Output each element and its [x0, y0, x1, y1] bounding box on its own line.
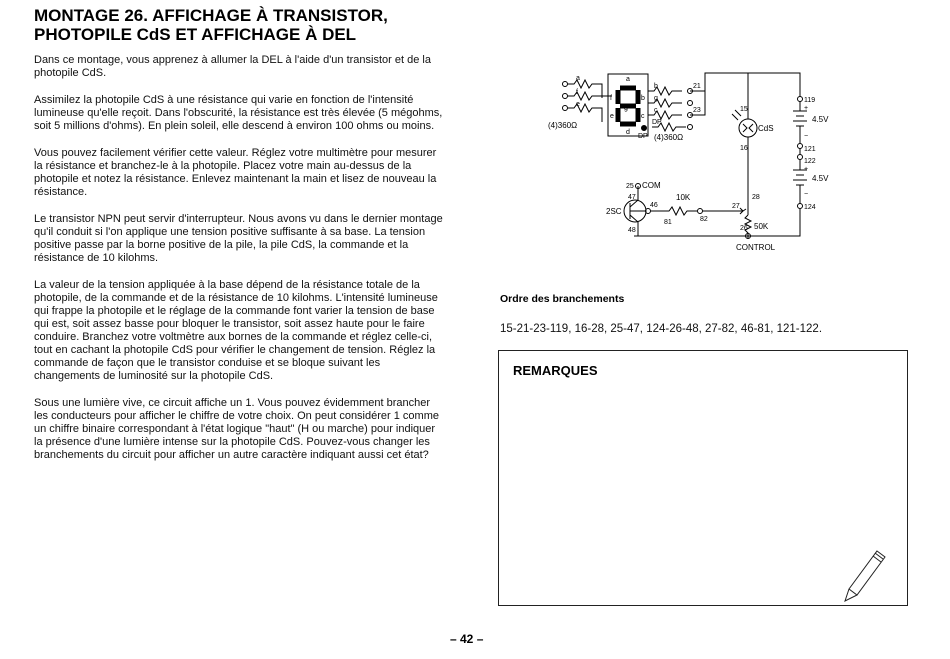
label-cds: CdS [758, 124, 774, 133]
remarks-box [498, 350, 908, 606]
label-res-left: (4)360Ω [548, 121, 578, 130]
remarks-title: REMARQUES [513, 363, 598, 378]
label-battery-1: 4.5V [812, 115, 829, 124]
label-res-10k: 10K [676, 193, 691, 202]
label-display-d: d [626, 129, 630, 136]
label-com: COM [642, 181, 661, 190]
label-res-right: (4)360Ω [654, 133, 684, 142]
label-pin-28: 28 [752, 194, 760, 201]
label-display-dp: DP [638, 133, 648, 140]
label-pin-26: 26 [740, 225, 748, 232]
label-pin-46: 46 [650, 202, 658, 209]
label-pin-23: 23 [693, 107, 701, 114]
label-pin-124: 124 [804, 204, 816, 211]
label-pin-16: 16 [740, 145, 748, 152]
body-text [34, 54, 444, 476]
label-transistor: 2SC [606, 207, 622, 216]
label-pin-119: 119 [804, 97, 816, 104]
label-seg-dp: DP [652, 119, 662, 126]
order-text: 15-21-23-119, 16-28, 25-47, 124-26-48, 27-82, 46-81, 121-122. [500, 323, 823, 335]
circuit-diagram [540, 66, 840, 266]
label-seg-g: g [654, 95, 658, 102]
label-pin-121: 121 [804, 146, 816, 153]
label-seg-b: b [654, 83, 658, 90]
label-seg-e-left: e [576, 101, 580, 108]
page-number: – 42 – [450, 632, 484, 646]
label-battery-2: 4.5V [812, 174, 829, 183]
label-control: CONTROL [736, 243, 776, 252]
label-pin-15: 15 [740, 106, 748, 113]
label-plus-1: + [804, 105, 809, 112]
paragraph-voltage: La valeur de la tension appliquée à la base dépend de la résistance totale de la photopile, de la commande et de la résistance de 10 kilohms. L'intensité lumineuse qui frappe la photopile et le réglage de la commande font varier la tension de base qui est, soit assez basse pour bloquer le transistor, soit assez haute pour le faire conduire. Branchez votre voltmètre aux bornes de la commande et réglez celle-ci, tout en cachant la photopile CdS pour vérifier le changement de tension. Réglez la commande de façon que le transistor conduise et se bloque suivant les changements de luminosité sur la photopile CdS. [34, 279, 438, 382]
pencil-icon [839, 547, 889, 603]
title-line-2: PHOTOPILE CdS ET AFFICHAGE À DEL [34, 25, 357, 44]
label-pin-48: 48 [628, 227, 636, 234]
label-display-e: e [610, 113, 614, 120]
label-display-g: g [624, 105, 628, 112]
label-pin-82: 82 [700, 216, 708, 223]
paragraph-verify: Vous pouvez facilement vérifier cette valeur. Réglez votre multimètre pour mesurer la résistance et branchez-le à la photopile. Placez votre main au-dessus de la photopile et notez la résistance. Enlevez maintenant la main et lisez de nouveau la résistance. [34, 147, 437, 198]
label-pin-25: 25 [626, 183, 634, 190]
label-plus-2: + [804, 166, 809, 173]
label-minus-1: − [804, 133, 809, 140]
label-display-c: c [641, 113, 645, 120]
label-display-a: a [626, 76, 630, 83]
paragraph-cds: Assimilez la photopile CdS à une résistance qui varie en fonction de l'intensité lumineuse qu'elle reçoit. Dans l'obscurité, la résistance est très élevée (5 mégohms, soit 5 millions d'ohms). En plein soleil, elle descend à environ 100 ohms ou moins. [34, 94, 443, 132]
label-pin-21: 21 [693, 83, 701, 90]
order-title: Ordre des branchements [500, 293, 625, 305]
label-pin-81: 81 [664, 219, 672, 226]
label-seg-c: c [654, 107, 658, 114]
paragraph-bright-light: Sous une lumière vive, ce circuit affiche un 1. Vous pouvez évidemment brancher les conducteurs pour afficher le chiffre de votre choix. On peut considérer 1 comme un chiffre binaire correspondant à l'état logique "haut" (H ou marche) pour indiquer la présence d'une lumière intense sur la photopile CdS. Pouvez-vous changer les branchements du circuit pour afficher un autre caractère indiquant aussi cet état? [34, 397, 439, 461]
label-pin-122: 122 [804, 158, 816, 165]
label-minus-2: − [804, 191, 809, 198]
paragraph-transistor: Le transistor NPN peut servir d'interrupteur. Nous avons vu dans le dernier montage qu'il conduit si l'on applique une tension positive suffisante à sa base. La tension positive passe par la borne positive de la pile, la pile CdS, la commande et la résistance de 10 kilohms. [34, 213, 443, 264]
label-pin-47: 47 [628, 194, 636, 201]
label-pot: 50K [754, 222, 769, 231]
label-seg-f-left: f [576, 89, 578, 96]
paragraph-intro: Dans ce montage, vous apprenez à allumer la DEL à l'aide d'un transistor et de la photopile CdS. [34, 54, 431, 79]
title-line-1: MONTAGE 26. AFFICHAGE À TRANSISTOR, [34, 6, 388, 25]
label-display-f: f [610, 95, 612, 102]
page-title [34, 6, 454, 44]
label-display-b: b [641, 95, 645, 102]
label-pin-27: 27 [732, 203, 740, 210]
label-seg-a: a [576, 75, 580, 82]
